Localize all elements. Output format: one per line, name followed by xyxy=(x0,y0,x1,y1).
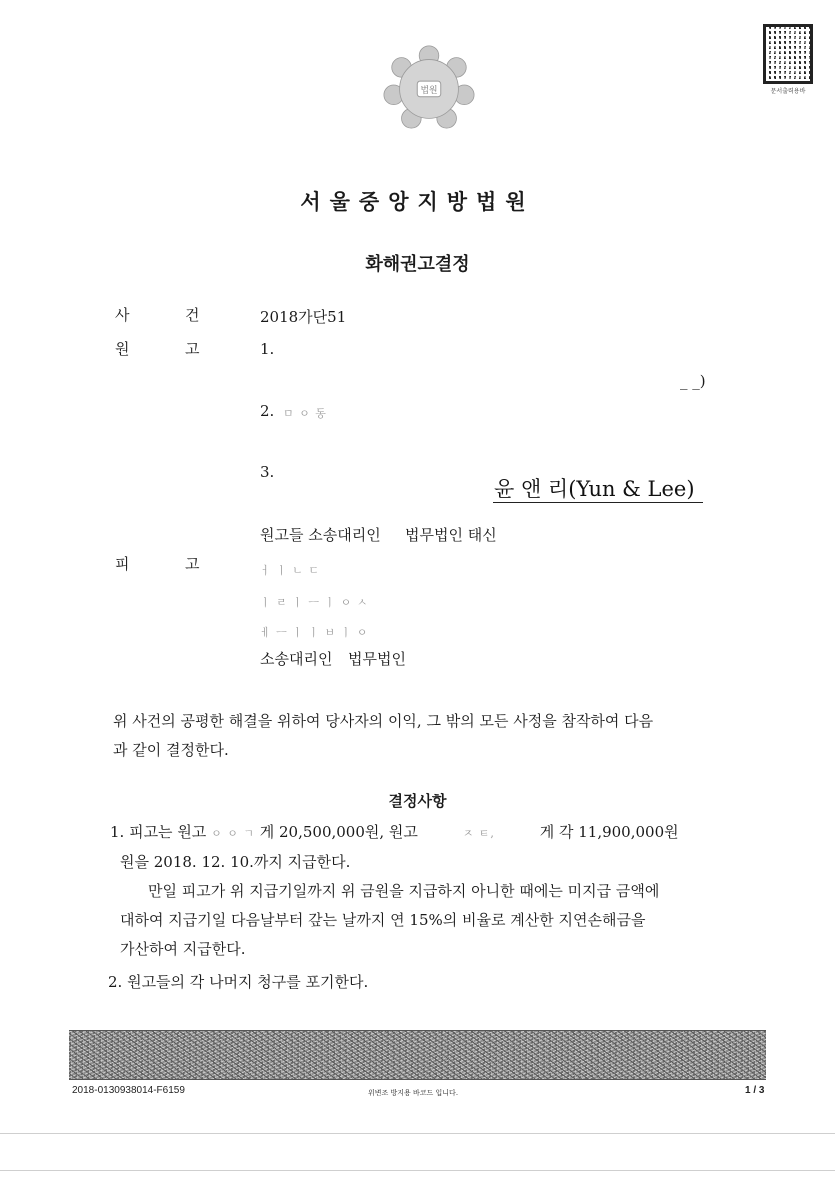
intro-line-2: 과 같이 결정한다. xyxy=(113,741,229,759)
decision-item-1 xyxy=(110,818,750,964)
defendant-line-2-redacted: ㅣ ㄹ ㅣ ㅡ ㅣ ㅇ ㅅ xyxy=(260,596,369,609)
decision-item-1-redacted-1: ㅇ ㅇ ㄱ xyxy=(211,827,255,840)
footer-barcode-note: 위변조 방지용 바코드 입니다. xyxy=(368,1089,459,1097)
court-name: 서울중앙지방법원 xyxy=(300,190,535,214)
anti-forgery-barcode xyxy=(69,1030,766,1080)
plaintiff-item-2: 2. xyxy=(260,402,275,420)
law-firm-stamp: 윤 앤 리(Yun & Lee) xyxy=(494,477,695,501)
section-title: 결정사항 xyxy=(388,792,447,810)
qr-code xyxy=(763,24,813,84)
decision-item-1-line-4: 대하여 지급기일 다음날부터 갚는 날까지 연 15%의 비율로 계산한 지연손해금을 xyxy=(120,911,646,929)
decision-item-1-part-a: 1. 피고는 원고 xyxy=(110,823,207,841)
intro-line-1: 위 사건의 공평한 해결을 위하여 당사자의 이익, 그 밖의 모든 사정을 참작하여 다음 xyxy=(113,712,654,730)
defendant-agent-value: 법무법인 xyxy=(348,650,406,668)
decision-item-1-part-b: 게 20,500,000원, 원고 xyxy=(259,823,418,841)
case-label-a: 사 xyxy=(115,306,130,324)
emblem-text: 법원 xyxy=(420,85,438,96)
decision-item-1-line-3: 만일 피고가 위 지급기일까지 위 금원을 지급하지 아니한 때에는 미지급 금액에 xyxy=(148,882,660,900)
defendant-line-3-redacted: ㅔ ㅡ ㅣ ㅣ ㅂ ㅣ ㅇ xyxy=(260,626,369,639)
case-label-b: 건 xyxy=(185,306,200,324)
intro-paragraph xyxy=(113,707,743,765)
document-title: 화해권고결정 xyxy=(365,254,470,275)
plaintiff-item-1: 1. xyxy=(260,340,275,358)
footer-document-id: 2018-0130938014-F6159 xyxy=(72,1085,185,1096)
plaintiff-agent-label: 원고들 소송대리인 xyxy=(260,526,381,544)
defendant-label-b: 고 xyxy=(185,555,200,573)
scan-edge-line-1 xyxy=(0,1133,835,1134)
footer-page-number: 1 / 3 xyxy=(745,1085,765,1096)
stamp-underline xyxy=(493,502,703,503)
decision-item-1-redacted-2: ㅈ ㅌ, xyxy=(462,827,495,840)
plaintiff-label-b: 고 xyxy=(185,340,200,358)
case-number: 2018가단51 xyxy=(260,308,347,326)
decision-item-1-part-c: 게 각 11,900,000원 xyxy=(539,823,679,841)
court-emblem-icon xyxy=(380,38,478,136)
defendant-agent-label: 소송대리인 xyxy=(260,650,333,668)
decision-item-1-line-1 xyxy=(110,818,750,848)
decision-item-2: 2. 원고들의 각 나머지 청구를 포기한다. xyxy=(108,973,369,991)
decision-item-1-line-5: 가산하여 지급한다. xyxy=(120,940,246,958)
plaintiff-item-2-redacted: ㅁ ㅇ 동 xyxy=(283,407,327,420)
scan-edge-line-2 xyxy=(0,1170,835,1171)
defendant-label-a: 피 xyxy=(115,555,130,573)
plaintiff-agent-value: 법무법인 태신 xyxy=(405,526,497,544)
qr-caption: 문서출력용바 xyxy=(770,88,806,95)
defendant-line-1-redacted: ㅓ ㅣ ㄴ ㄷ xyxy=(260,564,320,577)
plaintiff-item-3: 3. xyxy=(260,463,275,481)
plaintiff-item-1-tail: _ _) xyxy=(680,372,706,390)
plaintiff-label-a: 원 xyxy=(115,340,130,358)
decision-item-1-line-2: 원을 2018. 12. 10.까지 지급한다. xyxy=(120,853,351,871)
